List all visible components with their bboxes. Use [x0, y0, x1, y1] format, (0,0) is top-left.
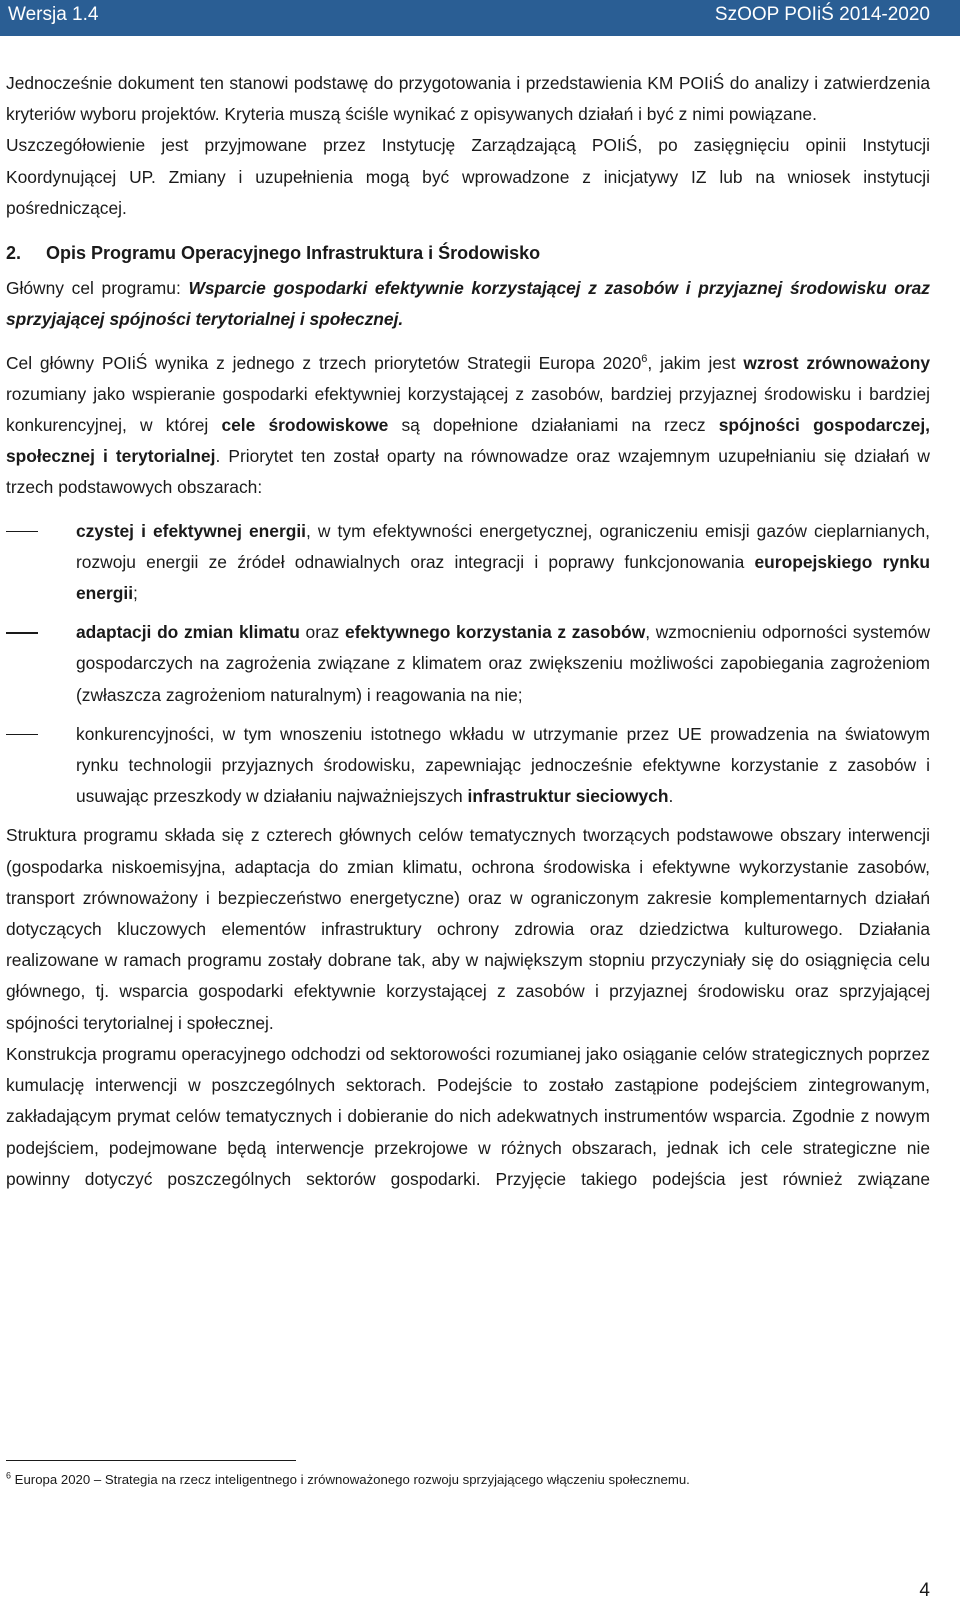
- priority-bold-2: cele środowiskowe: [221, 415, 389, 436]
- page-header: [0, 0, 960, 36]
- priority-areas-list: [6, 516, 930, 813]
- dash-bullet-icon: [6, 734, 38, 736]
- list-item: [6, 516, 930, 610]
- list-item-text: , w tym efektywności energetycznej, ograniczeniu emisji gazów cieplarnianych, rozwoju energii ze źródeł odnawialnych oraz integracji i poprawy funkcjonowania: [76, 520, 930, 572]
- footnote-number: 6: [6, 1470, 12, 1481]
- main-goal-paragraph: [6, 273, 930, 335]
- section-number: 2.: [6, 243, 22, 264]
- list-item-bold: infrastruktur sieciowych: [467, 786, 669, 807]
- footnote-divider: [6, 1460, 296, 1461]
- list-item: [6, 617, 930, 711]
- footnote: [6, 1470, 930, 1490]
- priority-paragraph: [6, 348, 930, 504]
- list-item-text: .: [668, 786, 674, 807]
- dash-bullet-icon: [6, 632, 38, 634]
- list-item-text: oraz: [299, 622, 346, 643]
- structure-paragraph-1: Struktura programu składa się z czterech głównych celów tematycznych tworzących podstawowe obszary interwencji (gospodarka niskoemisyjna, adaptacja do zmian klimatu, ochrona środowiska i efektywne wykorzystanie zasobów, transport zrównoważony i bezpieczeństwo energetyczne) oraz w ograniczonym zakresie komplementarnych działań dotyczących kluczowych elementów infrastruktury ochrony zdrowia oraz dziedzictwa kulturowego. Działania realizowane w ramach programu zostały dobrane tak, aby w największym stopniu przyczyniały się do osiągnięcia celu głównego, tj. wsparcia gospodarki efektywnie korzystającej z zasobów i przyjaznej środowisku oraz sprzyjającej spójności terytorialnej i społecznej.: [6, 825, 930, 1033]
- priority-bold-1: wzrost zrównoważony: [743, 352, 930, 373]
- footnote-text: Europa 2020 – Strategia na rzecz inteligentnego i zrównoważonego rozwoju sprzyjającego włączeniu społecznemu.: [11, 1472, 690, 1487]
- priority-bold-3: spójności gospodarczej, społecznej i terytorialnej: [6, 415, 930, 467]
- document-version: Wersja 1.4: [8, 4, 99, 25]
- list-item-text: , wzmocnieniu odporności systemów gospodarczych na zagrożenia związane z klimatem oraz zwiększeniu możliwości zapobiegania zagrożeniom (zwłaszcza zagrożeniom naturalnym) i reagowania na nie;: [76, 622, 931, 705]
- section-heading: [6, 224, 930, 273]
- section-title: Opis Programu Operacyjnego Infrastruktura i Środowisko: [46, 243, 541, 264]
- main-goal-text: Wsparcie gospodarki efektywnie korzystającej z zasobów i przyjaznej środowisku oraz sprzyjającej spójności terytorialnej i społecznej.: [6, 278, 930, 330]
- intro-paragraph-1: Jednocześnie dokument ten stanowi podstawę do przygotowania i przedstawienia KM POIiŚ do analizy i zatwierdzenia kryteriów wyboru projektów. Kryteria muszą ściśle wynikać z opisywanych działań i być z nimi powiązane.: [6, 73, 930, 125]
- priority-text-5: . Priorytet ten został oparty na równowadze oraz wzajemnym uzupełnianiu się działań w trzech podstawowych obszarach:: [6, 446, 930, 498]
- list-item-text: konkurencyjności, w tym wnoszeniu istotnego wkładu w utrzymanie przez UE prowadzenia na światowym rynku technologii przyjaznych środowisku, zapewniając jednocześnie efektywne korzystanie z zasobów i usuwając przeszkody w działaniu najważniejszych: [76, 723, 930, 807]
- document-body: [6, 68, 930, 1195]
- spacer: [6, 336, 930, 348]
- main-goal-label: Główny cel programu:: [6, 278, 189, 299]
- list-item-bold: adaptacji do zmian klimatu: [76, 622, 300, 643]
- document-code: SzOOP POIiŚ 2014-2020: [714, 4, 930, 25]
- structure-paragraph-2: Konstrukcja programu operacyjnego odchodzi od sektorowości rozumianej jako osiąganie celów strategicznych poprzez kumulację interwencji w poszczególnych sektorach. Podejście to zostało zastąpione podejściem zintegrowanym, zakładającym prymat celów tematycznych i dobieranie do nich adekwatnych instrumentów wsparcia. Zgodnie z nowym podejściem, podejmowane będą interwencje przekrojowe w różnych obszarach, jednak ich cele strategiczne nie powinny dotyczyć poszczególnych sektorów gospodarki. Przyjęcie takiego podejścia jest również związane: [6, 1043, 930, 1189]
- priority-text-1: Cel główny POIiŚ wynika z jednego z trzech priorytetów Strategii Europa 2020: [6, 352, 642, 373]
- priority-text-4: są dopełnione działaniami na rzecz: [388, 415, 719, 436]
- list-item: [6, 719, 930, 813]
- intro-paragraph-2: Uszczegółowienie jest przyjmowane przez Instytucję Zarządzającą POIiŚ, po zasięgnięciu opinii Instytucji Koordynującej UP. Zmiany i uzupełnienia mogą być wprowadzone z inicjatywy IZ lub na wniosek instytucji pośredniczącej.: [6, 135, 930, 218]
- priority-text-3: rozumiany jako wspieranie gospodarki efektywniej korzystającej z zasobów, bardziej przyjaznej środowisku i bardziej konkurencyjnej, w której: [6, 383, 930, 436]
- list-item-bold: czystej i efektywnej energii: [76, 520, 307, 541]
- priority-text-2: , jakim jest: [647, 352, 744, 373]
- footnote-reference[interactable]: 6: [641, 352, 648, 365]
- page-number: 4: [919, 1580, 930, 1601]
- dash-bullet-icon: [6, 531, 38, 533]
- list-item-text: ;: [133, 583, 138, 604]
- list-item-bold: efektywnego korzystania z zasobów: [345, 622, 646, 643]
- list-item-bold: europejskiego rynku energii: [76, 551, 931, 604]
